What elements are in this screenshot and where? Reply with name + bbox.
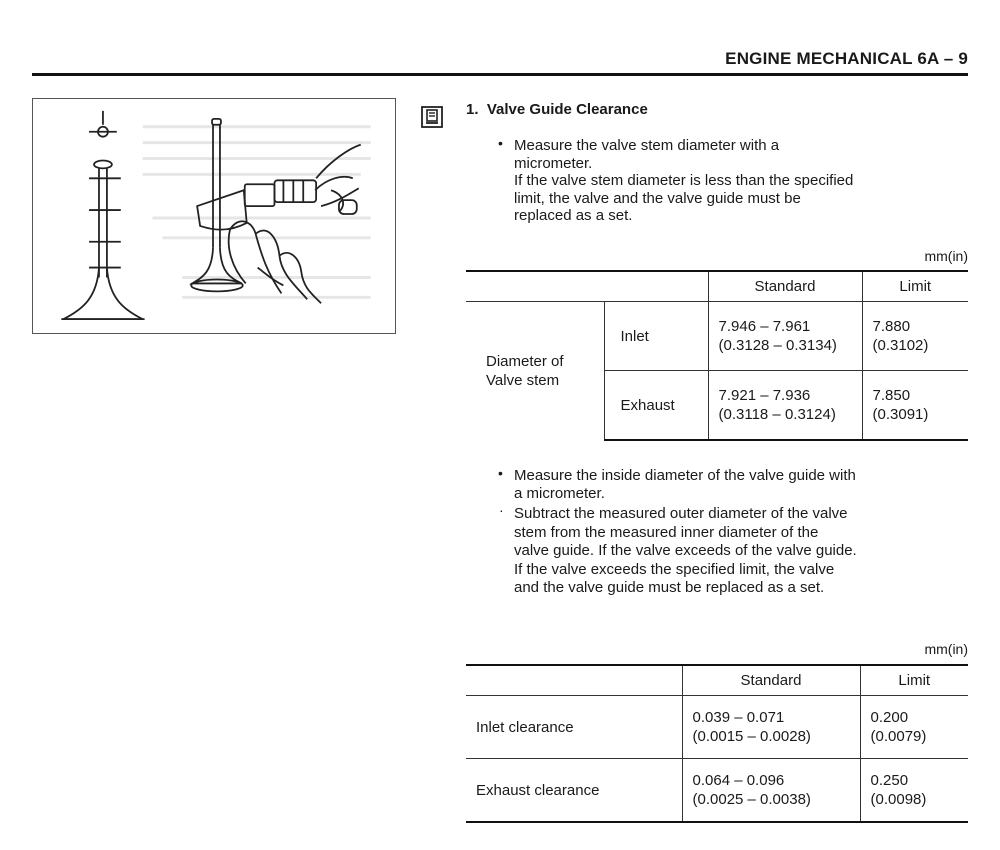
text-line: limit, the valve and the valve guide must be — [514, 189, 801, 207]
limit-value-inch: (0.0079) — [870, 728, 927, 745]
valve-micrometer-illustration — [32, 98, 396, 334]
table-header-cell — [466, 271, 604, 302]
limit-value-inch: (0.3102) — [872, 337, 929, 354]
text-line: If the valve stem diameter is less than the specified — [514, 172, 854, 189]
limit-value: 0.200 — [870, 709, 909, 726]
limit-cell — [860, 759, 968, 823]
table-header-cell: Standard — [682, 665, 860, 696]
standard-value-inch: (0.3118 – 0.3124) — [718, 406, 836, 423]
text-line: replaced as a set. — [514, 207, 633, 224]
limit-value: 7.880 — [872, 318, 911, 335]
text-line: Measure the inside diameter of the valve guide with — [514, 467, 856, 484]
table-header-cell: Limit — [860, 665, 968, 696]
standard-cell — [682, 759, 860, 823]
limit-value-inch: (0.3091) — [872, 406, 929, 423]
table-header-row — [466, 271, 968, 302]
bullet-marker: · — [499, 502, 504, 518]
bullet-2-text — [514, 467, 856, 502]
group-label-cell — [466, 302, 604, 441]
limit-value: 0.250 — [870, 772, 909, 789]
standard-cell — [682, 696, 860, 759]
table-header-cell: Standard — [708, 271, 862, 302]
valve-stem-diameter-table — [466, 270, 968, 441]
limit-cell — [862, 371, 968, 441]
text-line: micrometer. — [514, 154, 593, 172]
units-label: mm(in) — [924, 641, 968, 657]
standard-value-inch: (0.0025 – 0.0038) — [692, 791, 811, 808]
bullet-3-text — [514, 505, 857, 598]
standard-cell — [708, 302, 862, 371]
standard-value: 7.946 – 7.961 — [718, 318, 811, 335]
table-header-row — [466, 665, 968, 696]
text-line: Subtract the measured outer diameter of the valve — [514, 505, 848, 522]
limit-cell — [860, 696, 968, 759]
text-line: If the valve exceeds the specified limit, the valve — [514, 560, 835, 578]
table-header-cell — [466, 665, 682, 696]
standard-value-inch: (0.0015 – 0.0028) — [692, 728, 811, 745]
standard-value: 0.039 – 0.071 — [692, 709, 785, 726]
valve-guide-clearance-table — [466, 664, 968, 823]
table-row — [466, 759, 968, 823]
text-line: a micrometer. — [514, 484, 605, 502]
section-title-text: Valve Guide Clearance — [486, 101, 648, 118]
header-rule — [32, 73, 968, 76]
text-line: valve guide. If the valve exceeds of the valve guide. — [514, 542, 857, 559]
group-label-line: Valve stem — [486, 372, 560, 389]
row-label-cell: Inlet clearance — [466, 696, 682, 759]
standard-value: 0.064 – 0.096 — [692, 772, 785, 789]
page-header-title: ENGINE MECHANICAL 6A – 9 — [725, 49, 968, 68]
limit-value: 7.850 — [872, 387, 911, 404]
limit-cell — [862, 302, 968, 371]
bullet-1-text — [514, 137, 853, 225]
row-type-cell: Exhaust — [604, 371, 708, 441]
standard-cell — [708, 371, 862, 441]
units-label: mm(in) — [924, 248, 968, 264]
text-line: stem from the measured inner diameter of the — [514, 523, 819, 541]
book-icon — [421, 106, 443, 128]
standard-value: 7.921 – 7.936 — [718, 387, 811, 404]
group-label-line: Diameter of — [486, 353, 564, 370]
bullet-marker: • — [498, 135, 503, 151]
standard-value-inch: (0.3128 – 0.3134) — [718, 337, 837, 354]
limit-value-inch: (0.0098) — [870, 791, 927, 808]
table-header-cell — [604, 271, 708, 302]
text-line: Measure the valve stem diameter with a — [514, 137, 780, 154]
table-header-cell: Limit — [862, 271, 968, 302]
row-type-cell: Inlet — [604, 302, 708, 371]
section-title — [466, 101, 648, 118]
table-row — [466, 302, 968, 371]
bullet-marker: • — [498, 465, 503, 481]
section-number: 1. — [466, 101, 479, 118]
row-label-cell: Exhaust clearance — [466, 759, 682, 823]
text-line: and the valve guide must be replaced as a set. — [514, 579, 825, 596]
table-row — [466, 696, 968, 759]
